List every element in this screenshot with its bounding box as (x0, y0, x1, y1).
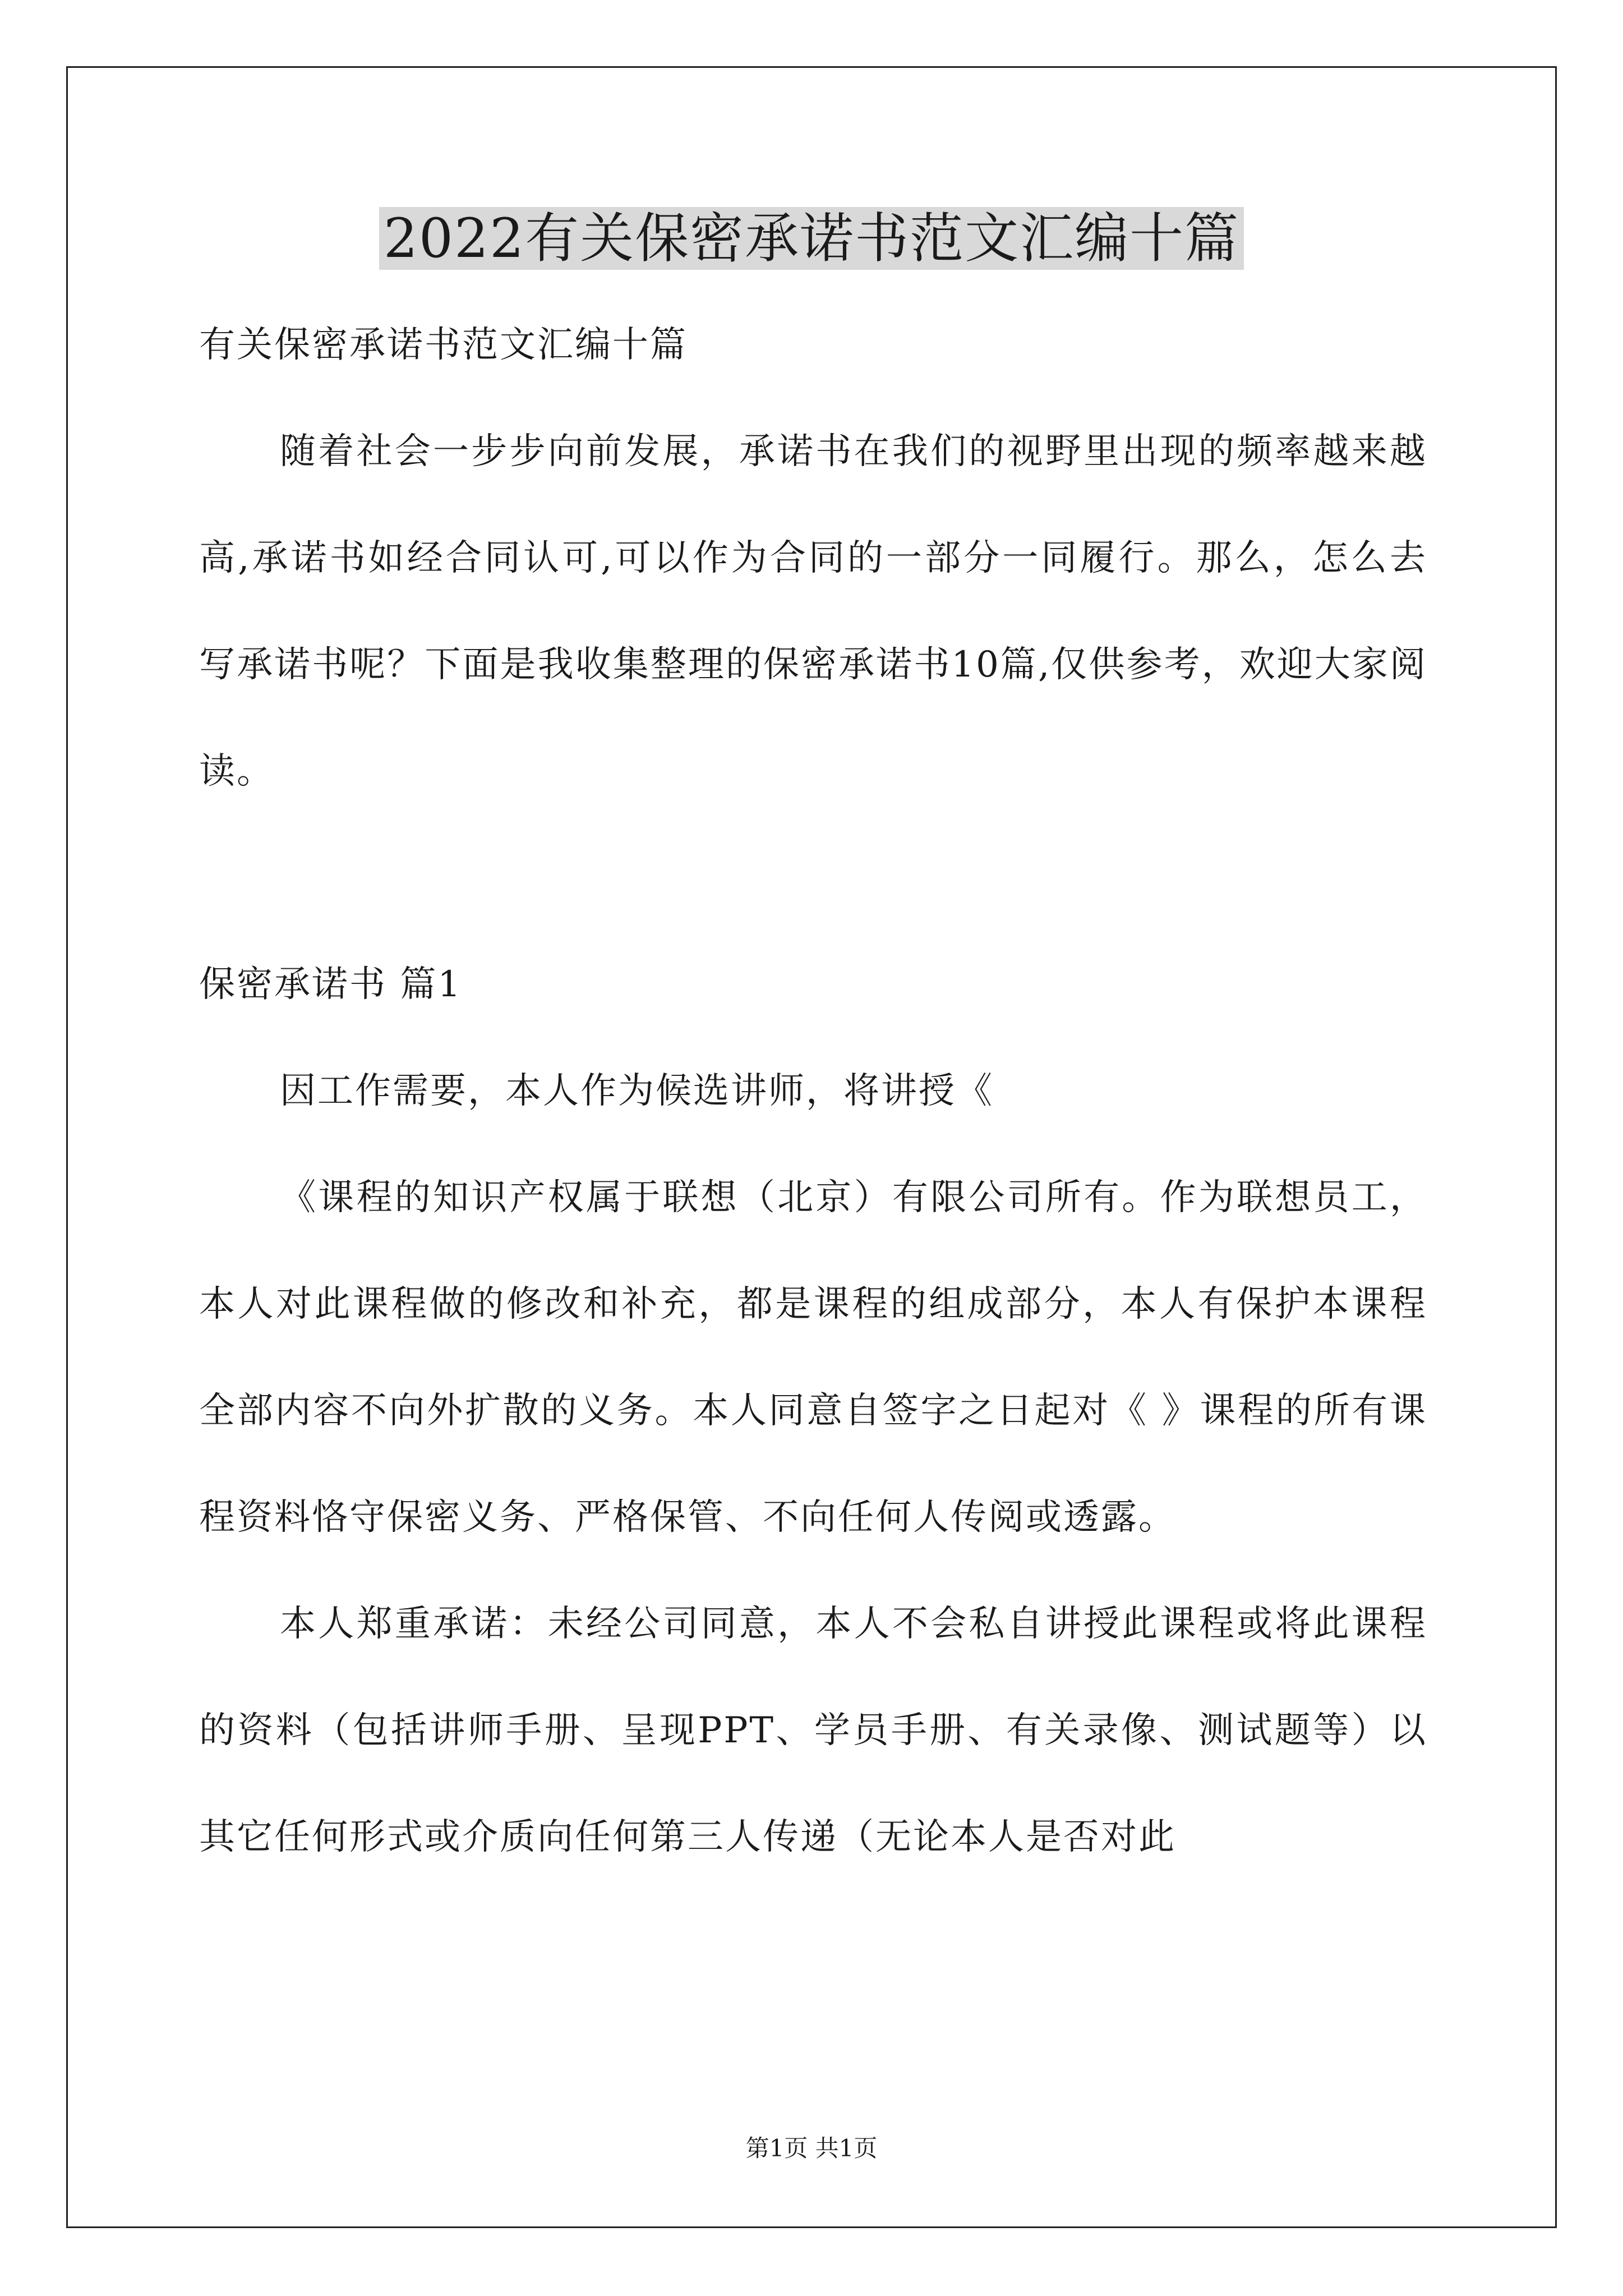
document-title-text: 2022有关保密承诺书范文汇编十篇 (379, 207, 1244, 270)
section-heading: 保密承诺书 篇1 (199, 964, 463, 1005)
document-body (199, 292, 1427, 1890)
body-paragraph: 因工作需要，本人作为候选讲师，将讲授《 (280, 1070, 994, 1112)
body-paragraph: 《课程的知识产权属于联想（北京）有限公司所有。作为联想员工，本人对此课程做的修改和补充，都是课程的组成部分，本人有保护本课程全部内容不向外扩散的义务。本人同意自签字之日起对《 》课程的所有课程资料恪守保密义务、严格保管、不向任何人传阅或透露。 (199, 1177, 1427, 1538)
intro-paragraph: 随着社会一步步向前发展，承诺书在我们的视野里出现的频率越来越高,承诺书如经合同认可,可以作为合同的一部分一同履行。那么，怎么去写承诺书呢？下面是我收集整理的保密承诺书10篇,仅供参考，欢迎大家阅读。 (199, 431, 1427, 792)
section-gap (199, 825, 1427, 931)
page-footer: 第1页 共1页 (745, 2134, 878, 2162)
body-paragraph: 本人郑重承诺：未经公司同意，本人不会私自讲授此课程或将此课程的资料（包括讲师手册、呈现PPT、学员手册、有关录像、测试题等）以其它任何形式或介质向任何第三人传递（无论本人是否对此 (199, 1603, 1427, 1858)
document-title (0, 199, 1623, 278)
subtitle-paragraph: 有关保密承诺书范文汇编十篇 (199, 324, 688, 366)
